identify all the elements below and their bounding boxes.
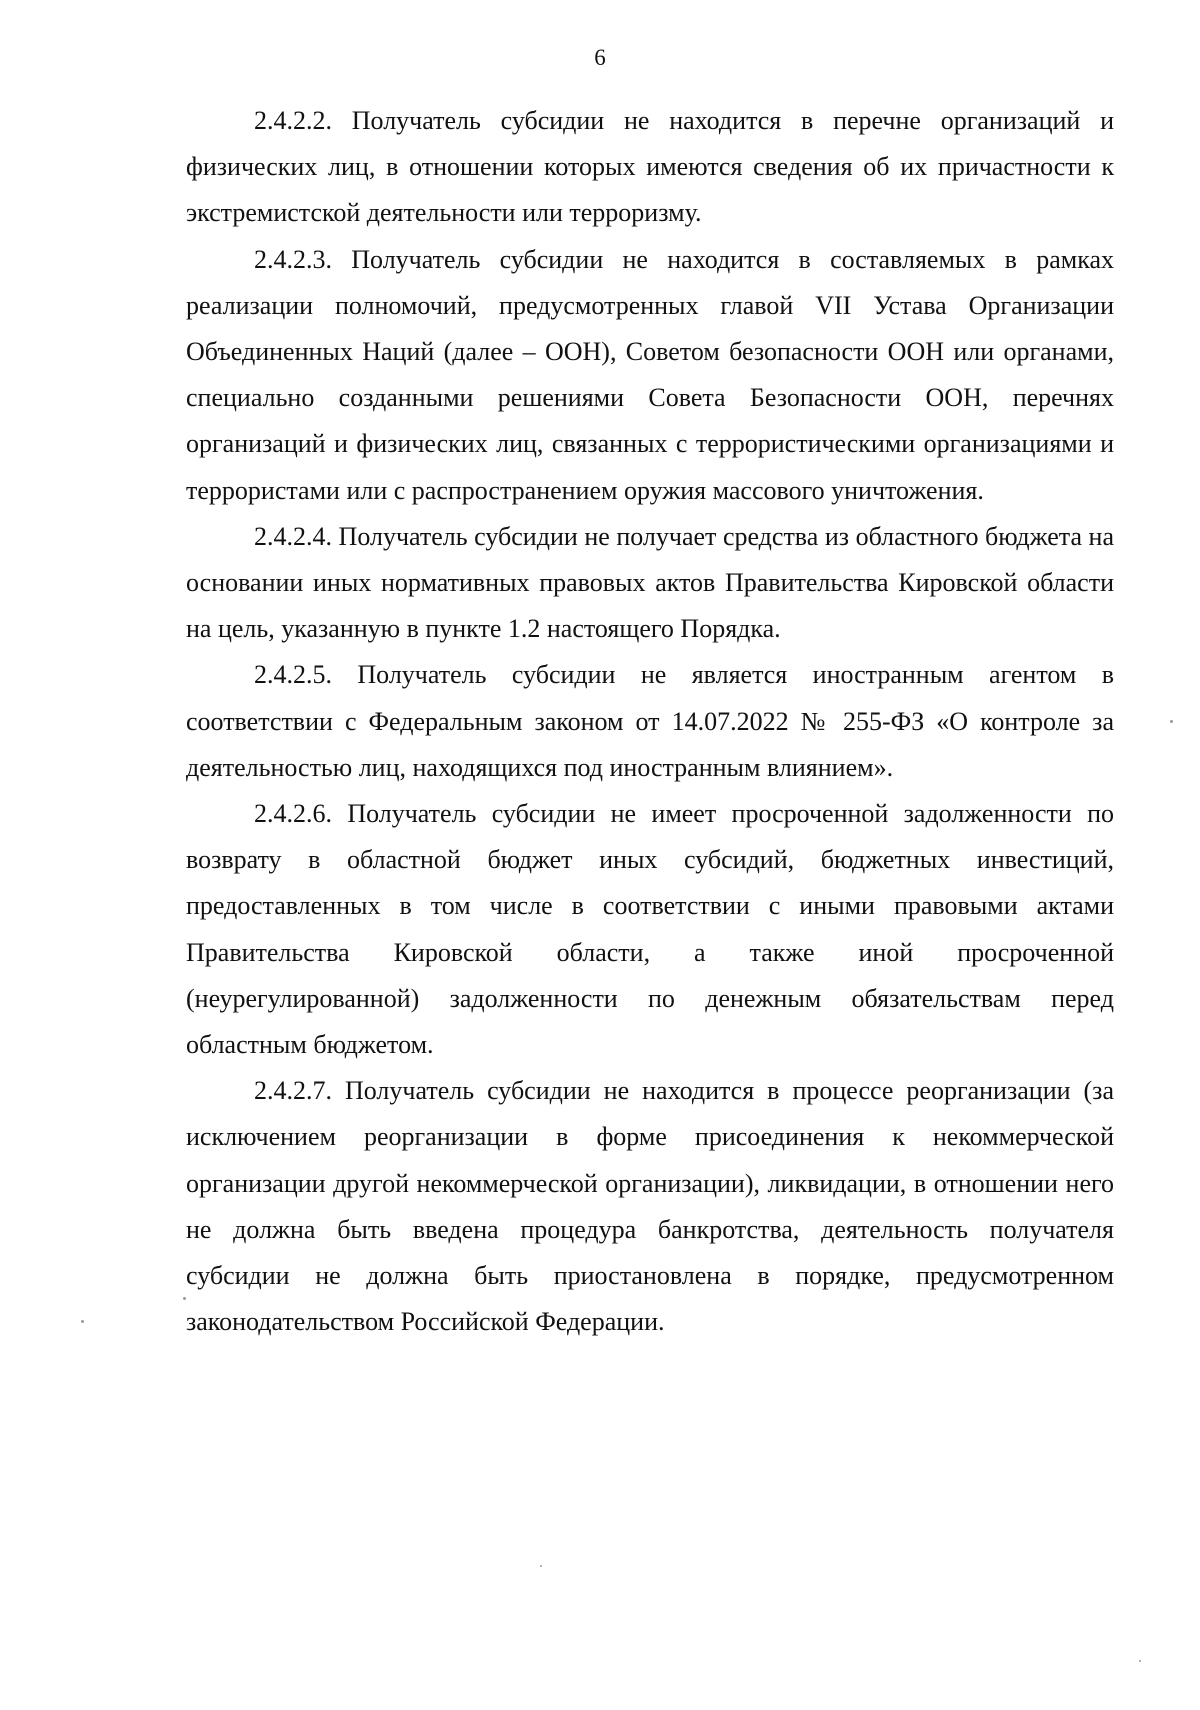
scan-speck [540,1565,542,1567]
document-body [186,98,1114,1345]
paragraph-2-4-2-7: 2.4.2.7. Получатель субсидии не находится в процессе реорганизации (за исключением реорганизации в форме присоединения к некоммерческой организации другой некоммерческой организации), ликвидации, в отношении него не должна быть введена процедура банкротства, деятельность получателя субсидии не должна быть приостановлена в порядке, предусмотренном законодательством Российской Федерации. [186,1076,1114,1337]
paragraph-2-4-2-5: 2.4.2.5. Получатель субсидии не является иностранным агентом в соответствии с Федеральным законом от 14.07.2022 № 255-ФЗ «О контроле за деятельностью лиц, находящихся под иностранным влиянием». [186,660,1114,782]
paragraph-2-4-2-4: 2.4.2.4. Получатель субсидии не получает средства из областного бюджета на основании иных нормативных правовых актов Правительства Кировской области на цель, указанную в пункте 1.2 настоящего Порядка. [186,521,1114,644]
scan-speck [183,1297,186,1300]
paragraph-2-4-2-3: 2.4.2.3. Получатель субсидии не находится в составляемых в рамках реализации полномочий, предусмотренных главой VII Устава Организации Объединенных Наций (далее – ООН), Советом безопасности ООН или органами, специально созданными решениями Совета Безопасности ООН, перечнях организаций и физических лиц, связанных с террористическими организациями и террористами или с распространением оружия массового уничтожения. [186,244,1114,505]
page-number: 6 [594,45,606,70]
scan-speck [1139,1660,1141,1662]
scan-speck [1170,720,1173,723]
paragraph-2-4-2-2: 2.4.2.2. Получатель субсидии не находится в перечне организаций и физических лиц, в отношении которых имеются сведения об их причастности к экстремистской деятельности или терроризму. [186,106,1114,228]
paragraph-2-4-2-6: 2.4.2.6. Получатель субсидии не имеет просроченной задолженности по возврату в областной бюджет иных субсидий, бюджетных инвестиций, предоставленных в том числе в соответствии с иными правовыми актами Правительства Кировской области, а также иной просроченной (неурегулированной) задолженности по денежным обязательствам перед областным бюджетом. [186,799,1114,1060]
scan-speck [81,1320,84,1323]
